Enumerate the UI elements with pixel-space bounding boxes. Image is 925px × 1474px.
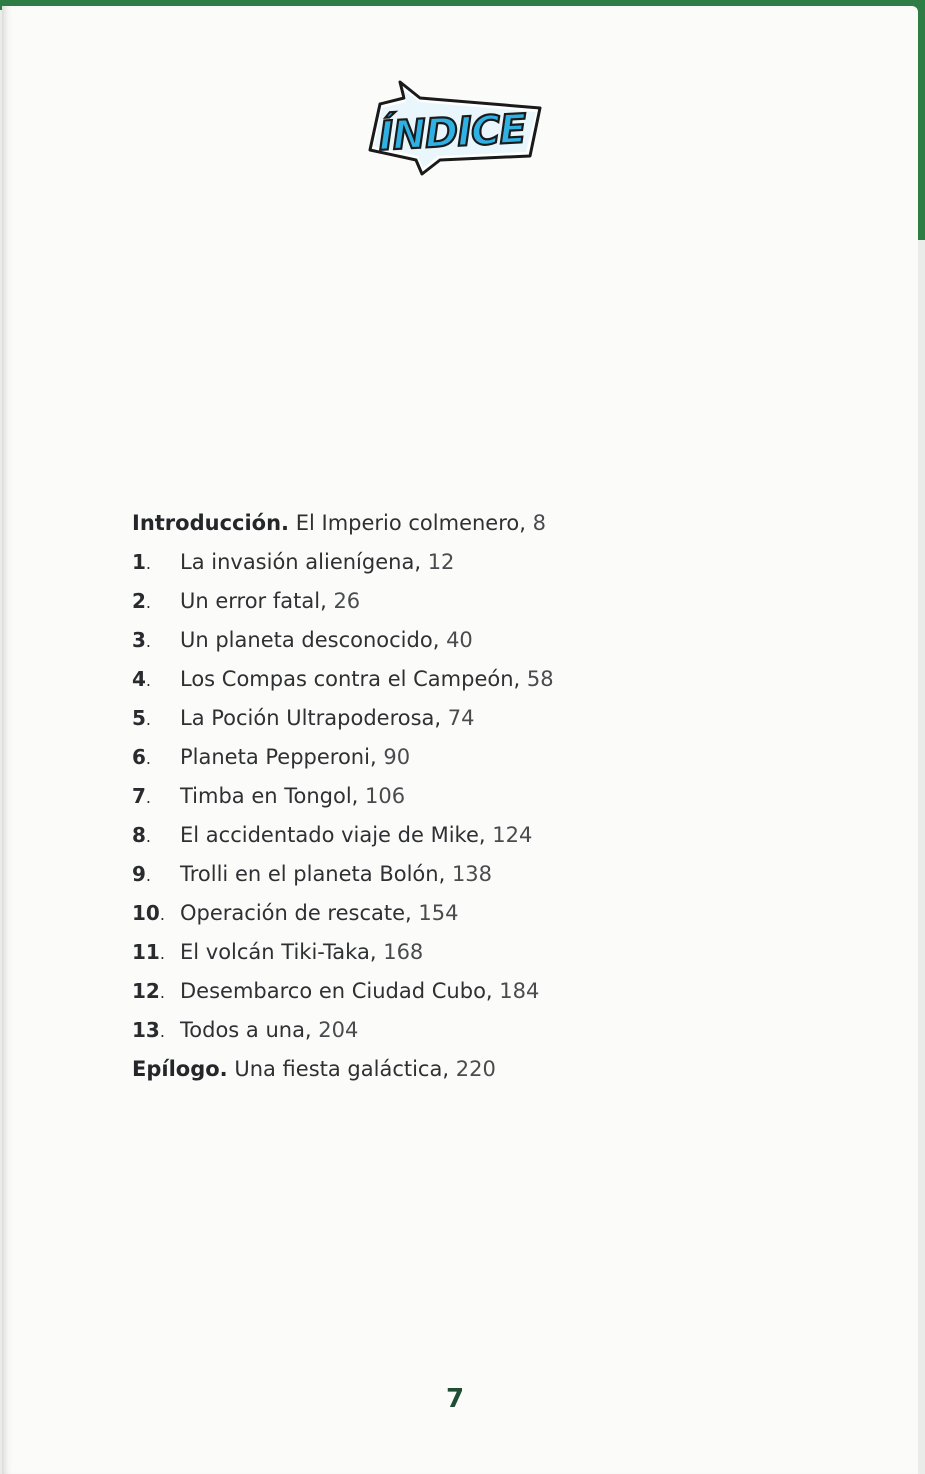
chapter-page: 90 [383,745,411,769]
toc-chapter-row[interactable]: 11. El volcán Tiki-Taka, 168 [132,940,424,964]
chapter-number: 10 [132,901,160,925]
chapter-page: 106 [365,784,406,808]
toc-epilogue-lead: Epílogo. [132,1057,228,1081]
toc-epilogue-title: Una fiesta galáctica, [234,1057,450,1081]
toc-chapter-row[interactable]: 9. Trolli en el planeta Bolón, 138 [132,862,493,886]
toc-intro[interactable] [132,504,832,543]
chapter-title: El accidentado viaje de Mike, [180,823,486,847]
chapter-number: 8 [132,823,146,847]
page-number: 7 [445,1384,465,1414]
chapter-title: Todos a una, [180,1018,312,1042]
indice-logo-badge [360,80,544,180]
chapter-page: 12 [427,550,455,574]
toc-chapter-row[interactable]: 5. La Poción Ultrapoderosa, 74 [132,706,475,730]
toc-intro-title: El Imperio colmenero, [295,511,526,535]
chapter-number: 11 [132,940,160,964]
chapter-number: 13 [132,1018,160,1042]
chapter-page: 26 [333,589,361,613]
chapter-page: 168 [383,940,424,964]
chapter-title: Un error fatal, [180,589,327,613]
chapter-page: 204 [318,1018,359,1042]
book-page [2,6,918,1474]
chapter-page: 40 [446,628,473,652]
chapter-title: Timba en Tongol, [180,784,359,808]
toc-chapter-row[interactable]: 2. Un error fatal, 26 [132,589,361,613]
toc-chapter-row[interactable]: 4. Los Compas contra el Campeón, 58 [132,667,554,691]
indice-logo-text: ÍNDICE [377,106,527,160]
toc-chapter-row[interactable]: 13. Todos a una, 204 [132,1018,359,1042]
chapter-number: 4 [132,667,146,691]
toc-chapter-row[interactable]: 6. Planeta Pepperoni, 90 [132,745,411,769]
toc-intro-lead: Introducción. [132,511,290,535]
chapter-number: 3 [132,628,146,652]
chapter-number: 9 [132,862,146,886]
chapter-number: 2 [132,589,146,613]
chapter-title: Planeta Pepperoni, [180,745,377,769]
chapter-title: Los Compas contra el Campeón, [180,667,521,691]
table-of-contents [132,504,832,1089]
chapter-title: La invasión alienígena, [180,550,421,574]
chapter-title: Operación de rescate, [180,901,412,925]
toc-chapter-row[interactable]: 1. La invasión alienígena, 12 [132,550,455,574]
chapter-number: 7 [132,784,146,808]
chapter-page: 124 [492,823,533,847]
toc-chapter-row[interactable]: 12. Desembarco en Ciudad Cubo, 184 [132,979,540,1003]
chapter-number: 12 [132,979,160,1003]
chapter-title: Un planeta desconocido, [180,628,440,652]
chapter-number: 5 [132,706,146,730]
toc-intro-page: 8 [532,511,546,535]
chapter-page: 74 [447,706,475,730]
chapter-title: La Poción Ultrapoderosa, [180,706,442,730]
toc-chapter-row[interactable]: 8. El accidentado viaje de Mike, 124 [132,823,533,847]
chapter-page: 154 [418,901,459,925]
indice-logo [360,80,544,180]
chapter-page: 58 [526,667,554,691]
chapter-number: 1 [132,550,146,574]
toc-epilogue[interactable] [132,1050,832,1089]
chapter-page: 138 [451,862,493,886]
chapter-page: 184 [499,979,540,1003]
chapter-title: Trolli en el planeta Bolón, [180,862,446,886]
chapter-title: El volcán Tiki-Taka, [180,940,377,964]
chapter-title: Desembarco en Ciudad Cubo, [180,979,493,1003]
toc-epilogue-page: 220 [455,1057,496,1081]
chapter-number: 6 [132,745,146,769]
toc-chapter-row[interactable]: 10. Operación de rescate, 154 [132,901,459,925]
toc-chapter-row[interactable]: 7. Timba en Tongol, 106 [132,784,406,808]
toc-chapter-row[interactable]: 3. Un planeta desconocido, 40 [132,628,473,652]
